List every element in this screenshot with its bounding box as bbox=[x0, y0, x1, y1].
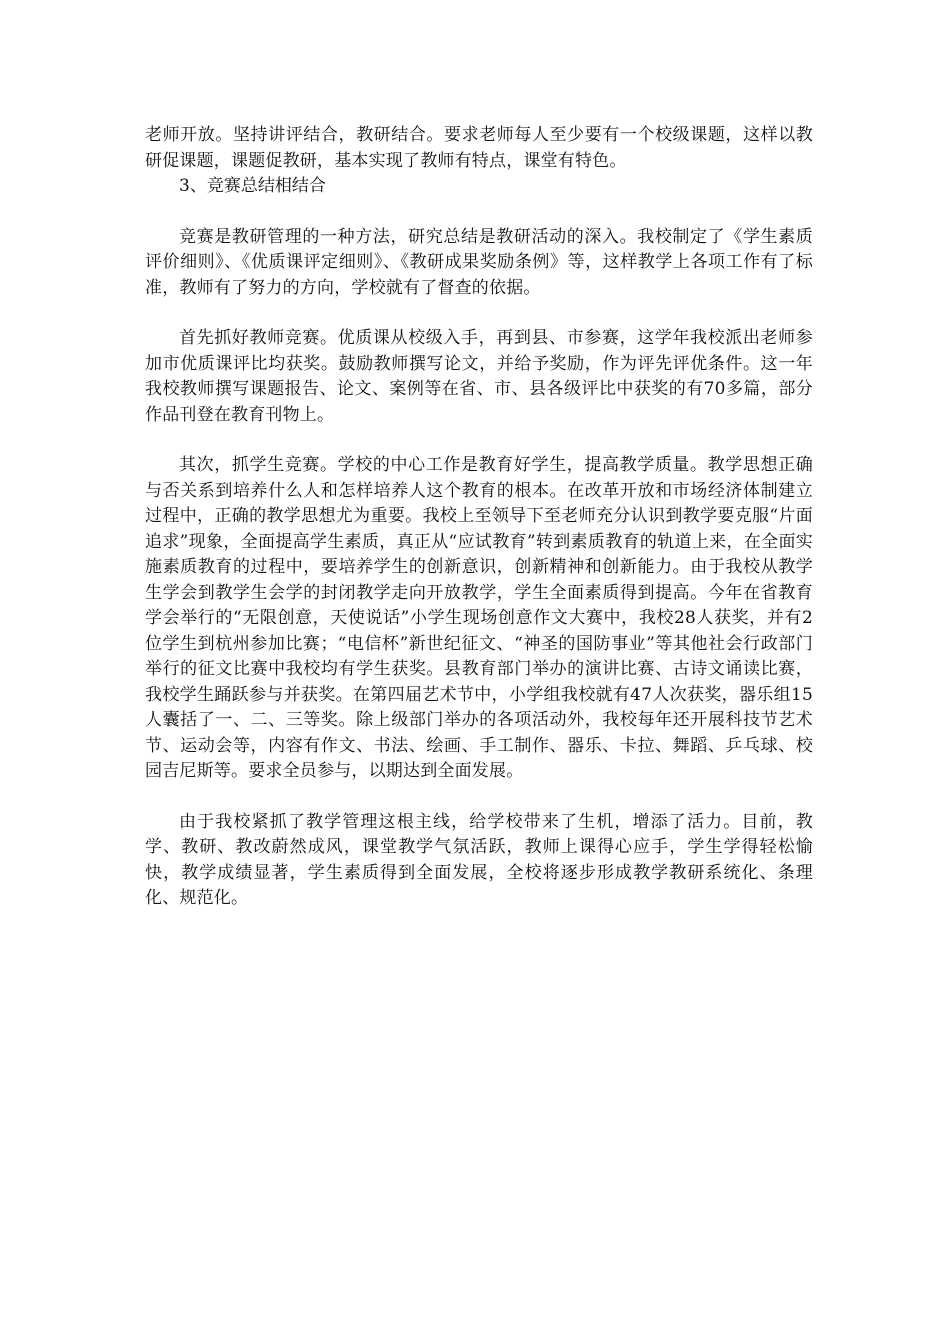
paragraph-continuation: 老师开放。坚持讲评结合，教研结合。要求老师每人至少要有一个校级课题，这样以教研促课题，课题促教研，基本实现了教师有特点，课堂有特色。 bbox=[145, 125, 813, 171]
paragraph-conclusion: 由于我校紧抓了教学管理这根主线，给学校带来了生机，增添了活力。目前，教学、教研、教改蔚然成风，课堂教学气氛活跃，教师上课得心应手，学生学得轻松愉快，教学成绩显著，学生素质得到全面发展，全校将逐步形成教学教研系统化、条理化、规范化。 bbox=[145, 811, 813, 908]
document-body bbox=[145, 123, 813, 912]
section-heading: 3、竞赛总结相结合 bbox=[179, 176, 326, 196]
paragraph-student-competition: 其次，抓学生竞赛。学校的中心工作是教育好学生，提高教学质量。教学思想正确与否关系到培养什么人和怎样培养人这个教育的根本。在改革开放和市场经济体制建立过程中，正确的教学思想尤为重要。我校上至领导下至老师充分认识到教学要克服“片面追求”现象，全面提高学生素质，真正从“应试教育”转到素质教育的轨道上来，在全面实施素质教育的过程中，要培养学生的创新意识，创新精神和创新能力。由于我校从教学生学会到教学生会学的封闭教学走向开放教学，学生全面素质得到提高。今年在省教育学会举行的“无限创意，天使说话”小学生现场创意作文大赛中，我校28人获奖，并有2位学生到杭州参加比赛；“电信杯”新世纪征文、“神圣的国防事业”等其他社会行政部门举行的征文比赛中我校均有学生获奖。县教育部门举办的演讲比赛、古诗文诵读比赛，我校学生踊跃参与并获奖。在第四届艺术节中，小学组我校就有47人次获奖，器乐组15人囊括了一、二、三等奖。除上级部门举办的各项活动外，我校每年还开展科技节艺术节、运动会等，内容有作文、书法、绘画、手工制作、器乐、卡拉、舞蹈、乒乓球、校园吉尼斯等。要求全员参与，以期达到全面发展。 bbox=[145, 455, 813, 781]
paragraph-teacher-competition: 首先抓好教师竞赛。优质课从校级入手，再到县、市参赛，这学年我校派出老师参加市优质课评比均获奖。鼓励教师撰写论文，并给予奖励，作为评先评优条件。这一年我校教师撰写课题报告、论文、案例等在省、市、县各级评比中获奖的有70多篇，部分作品刊登在教育刊物上。 bbox=[145, 328, 813, 425]
paragraph-competition-intro: 竞赛是教研管理的一种方法，研究总结是教研活动的深入。我校制定了《学生素质评价细则》、《优质课评定细则》、《教研成果奖励条例》等，这样教学上各项工作有了标准，教师有了努力的方向，学校就有了督查的依据。 bbox=[145, 226, 813, 298]
